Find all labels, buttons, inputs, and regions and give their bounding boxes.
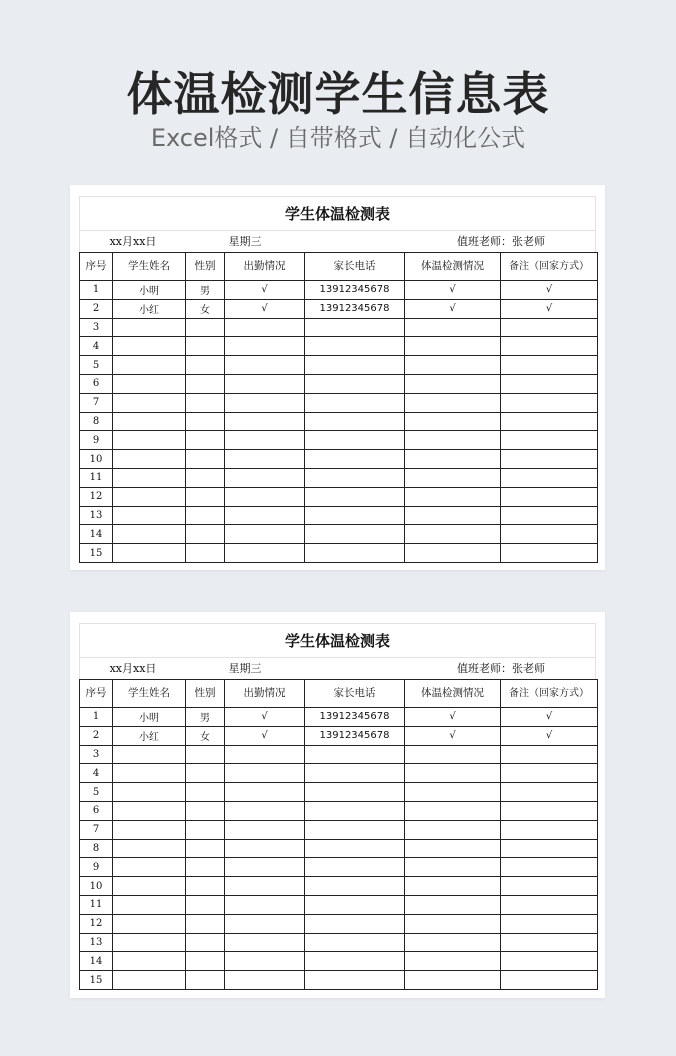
col-remark-cell[interactable]	[501, 393, 598, 412]
col-parent-phone-cell[interactable]	[305, 487, 405, 506]
col-attendance-cell[interactable]	[225, 783, 305, 802]
col-attendance-cell[interactable]	[225, 450, 305, 469]
col-gender-cell[interactable]	[186, 820, 225, 839]
col-student-name-cell[interactable]	[113, 468, 186, 487]
col-student-name-cell[interactable]	[113, 877, 186, 896]
col-student-name-cell[interactable]	[113, 895, 186, 914]
header-col-index: 序号	[80, 680, 113, 708]
col-parent-phone-cell[interactable]	[305, 318, 405, 337]
col-attendance-cell[interactable]	[225, 745, 305, 764]
col-student-name-cell[interactable]	[113, 820, 186, 839]
col-parent-phone-cell[interactable]	[305, 952, 405, 971]
col-student-name-cell[interactable]: 小明	[113, 708, 186, 727]
col-index-cell[interactable]: 5	[80, 356, 113, 375]
col-remark-cell[interactable]	[501, 783, 598, 802]
col-remark-cell[interactable]	[501, 933, 598, 952]
col-student-name-cell[interactable]	[113, 450, 186, 469]
col-remark-cell[interactable]: √	[501, 708, 598, 727]
col-student-name-cell[interactable]	[113, 801, 186, 820]
col-temperature-cell[interactable]	[405, 337, 501, 356]
col-gender-cell[interactable]	[186, 971, 225, 990]
table-row	[80, 914, 598, 933]
col-temperature-cell[interactable]	[405, 356, 501, 375]
col-temperature-cell[interactable]	[405, 374, 501, 393]
col-attendance-cell[interactable]	[225, 525, 305, 544]
col-attendance-cell[interactable]	[225, 374, 305, 393]
col-student-name-cell[interactable]	[113, 544, 186, 563]
col-attendance-cell[interactable]	[225, 487, 305, 506]
col-index-cell[interactable]: 9	[80, 431, 113, 450]
table-row	[80, 858, 598, 877]
col-student-name-cell[interactable]	[113, 745, 186, 764]
col-index-cell[interactable]: 6	[80, 801, 113, 820]
sheet-title: 学生体温检测表	[79, 623, 596, 657]
col-index-cell[interactable]: 8	[80, 839, 113, 858]
col-attendance-cell[interactable]: √	[225, 281, 305, 300]
col-attendance-cell[interactable]: √	[225, 299, 305, 318]
col-student-name-cell[interactable]	[113, 393, 186, 412]
col-attendance-cell[interactable]	[225, 801, 305, 820]
col-gender-cell[interactable]	[186, 952, 225, 971]
col-attendance-cell[interactable]	[225, 412, 305, 431]
temperature-table	[79, 252, 598, 563]
col-temperature-cell[interactable]	[405, 745, 501, 764]
col-index-cell[interactable]: 4	[80, 764, 113, 783]
col-gender-cell[interactable]	[186, 468, 225, 487]
col-index-cell[interactable]: 14	[80, 952, 113, 971]
col-gender-cell[interactable]	[186, 877, 225, 896]
sheet-preview-1	[70, 185, 605, 570]
col-parent-phone-cell[interactable]	[305, 544, 405, 563]
col-gender-cell[interactable]	[186, 914, 225, 933]
col-remark-cell[interactable]	[501, 525, 598, 544]
col-gender-cell[interactable]	[186, 506, 225, 525]
col-student-name-cell[interactable]: 小红	[113, 726, 186, 745]
header-col-parent-phone: 家长电话	[305, 253, 405, 281]
col-parent-phone-cell[interactable]	[305, 525, 405, 544]
teacher-cell: 值班老师：张老师	[457, 662, 545, 675]
sheet-title: 学生体温检测表	[79, 196, 596, 230]
col-gender-cell[interactable]: 女	[186, 726, 225, 745]
col-temperature-cell[interactable]	[405, 933, 501, 952]
col-attendance-cell[interactable]	[225, 877, 305, 896]
col-parent-phone-cell[interactable]	[305, 971, 405, 990]
col-gender-cell[interactable]	[186, 764, 225, 783]
col-temperature-cell[interactable]	[405, 858, 501, 877]
table-row	[80, 895, 598, 914]
col-student-name-cell[interactable]	[113, 914, 186, 933]
table-row	[80, 525, 598, 544]
table-row	[80, 374, 598, 393]
col-remark-cell[interactable]	[501, 914, 598, 933]
col-gender-cell[interactable]	[186, 318, 225, 337]
col-gender-cell[interactable]	[186, 393, 225, 412]
header-col-remark: 备注（回家方式）	[501, 680, 598, 708]
col-attendance-cell[interactable]	[225, 468, 305, 487]
col-attendance-cell[interactable]: √	[225, 726, 305, 745]
weekday-cell: 星期三	[228, 662, 262, 675]
sheet-preview-2	[70, 612, 605, 998]
col-attendance-cell[interactable]	[225, 914, 305, 933]
table-row	[80, 820, 598, 839]
col-gender-cell[interactable]	[186, 337, 225, 356]
col-gender-cell[interactable]	[186, 412, 225, 431]
col-gender-cell[interactable]	[186, 374, 225, 393]
col-index-cell[interactable]: 2	[80, 299, 113, 318]
sheet-meta-row	[79, 230, 596, 252]
col-remark-cell[interactable]	[501, 839, 598, 858]
col-parent-phone-cell[interactable]	[305, 412, 405, 431]
col-index-cell[interactable]: 12	[80, 487, 113, 506]
col-remark-cell[interactable]	[501, 764, 598, 783]
col-temperature-cell[interactable]	[405, 393, 501, 412]
header-col-student-name: 学生姓名	[113, 253, 186, 281]
col-temperature-cell[interactable]: √	[405, 708, 501, 727]
table-row	[80, 487, 598, 506]
col-temperature-cell[interactable]	[405, 801, 501, 820]
col-index-cell[interactable]: 13	[80, 506, 113, 525]
col-remark-cell[interactable]	[501, 858, 598, 877]
table-row	[80, 468, 598, 487]
col-gender-cell[interactable]	[186, 356, 225, 375]
col-parent-phone-cell[interactable]	[305, 356, 405, 375]
col-index-cell[interactable]: 12	[80, 914, 113, 933]
col-index-cell[interactable]: 3	[80, 318, 113, 337]
table-row	[80, 544, 598, 563]
col-gender-cell[interactable]	[186, 745, 225, 764]
table-row	[80, 745, 598, 764]
col-temperature-cell[interactable]	[405, 544, 501, 563]
header-col-parent-phone: 家长电话	[305, 680, 405, 708]
col-temperature-cell[interactable]	[405, 412, 501, 431]
col-index-cell[interactable]: 11	[80, 895, 113, 914]
header-col-student-name: 学生姓名	[113, 680, 186, 708]
col-parent-phone-cell[interactable]: 13912345678	[305, 299, 405, 318]
table-row	[80, 356, 598, 375]
col-index-cell[interactable]: 10	[80, 450, 113, 469]
col-student-name-cell[interactable]	[113, 858, 186, 877]
col-remark-cell[interactable]: √	[501, 281, 598, 300]
col-gender-cell[interactable]	[186, 858, 225, 877]
col-temperature-cell[interactable]	[405, 877, 501, 896]
col-temperature-cell[interactable]	[405, 820, 501, 839]
col-remark-cell[interactable]: √	[501, 726, 598, 745]
col-temperature-cell[interactable]	[405, 487, 501, 506]
col-student-name-cell[interactable]	[113, 525, 186, 544]
col-attendance-cell[interactable]	[225, 764, 305, 783]
col-gender-cell[interactable]	[186, 450, 225, 469]
col-remark-cell[interactable]	[501, 877, 598, 896]
col-gender-cell[interactable]	[186, 544, 225, 563]
col-attendance-cell[interactable]: √	[225, 708, 305, 727]
col-gender-cell[interactable]	[186, 801, 225, 820]
col-remark-cell[interactable]	[501, 971, 598, 990]
col-index-cell[interactable]: 8	[80, 412, 113, 431]
col-remark-cell[interactable]	[501, 318, 598, 337]
col-gender-cell[interactable]	[186, 487, 225, 506]
col-parent-phone-cell[interactable]: 13912345678	[305, 708, 405, 727]
col-attendance-cell[interactable]	[225, 337, 305, 356]
header-col-temperature: 体温检测情况	[405, 680, 501, 708]
header-col-remark: 备注（回家方式）	[501, 253, 598, 281]
col-parent-phone-cell[interactable]: 13912345678	[305, 281, 405, 300]
col-gender-cell[interactable]	[186, 525, 225, 544]
col-parent-phone-cell[interactable]	[305, 801, 405, 820]
col-temperature-cell[interactable]	[405, 952, 501, 971]
col-temperature-cell[interactable]	[405, 318, 501, 337]
col-gender-cell[interactable]	[186, 839, 225, 858]
col-index-cell[interactable]: 15	[80, 971, 113, 990]
col-index-cell[interactable]: 4	[80, 337, 113, 356]
col-index-cell[interactable]: 1	[80, 281, 113, 300]
col-index-cell[interactable]: 5	[80, 783, 113, 802]
col-remark-cell[interactable]	[501, 801, 598, 820]
col-gender-cell[interactable]: 男	[186, 281, 225, 300]
table-row	[80, 708, 598, 727]
col-gender-cell[interactable]	[186, 933, 225, 952]
col-student-name-cell[interactable]	[113, 337, 186, 356]
table-row	[80, 839, 598, 858]
col-temperature-cell[interactable]	[405, 839, 501, 858]
col-parent-phone-cell[interactable]	[305, 337, 405, 356]
col-student-name-cell[interactable]	[113, 412, 186, 431]
date-cell: xx月xx日	[109, 662, 157, 675]
date-cell: xx月xx日	[109, 235, 157, 248]
col-temperature-cell[interactable]: √	[405, 281, 501, 300]
col-student-name-cell[interactable]	[113, 764, 186, 783]
col-index-cell[interactable]: 13	[80, 933, 113, 952]
table-row	[80, 971, 598, 990]
col-parent-phone-cell[interactable]	[305, 820, 405, 839]
table-row	[80, 299, 598, 318]
table-header-row	[80, 680, 598, 708]
col-attendance-cell[interactable]	[225, 839, 305, 858]
col-parent-phone-cell[interactable]	[305, 745, 405, 764]
table-row	[80, 337, 598, 356]
col-remark-cell[interactable]	[501, 356, 598, 375]
col-student-name-cell[interactable]	[113, 971, 186, 990]
page-subtitle: Excel格式 / 自带格式 / 自动化公式	[150, 124, 526, 152]
col-index-cell[interactable]: 1	[80, 708, 113, 727]
col-temperature-cell[interactable]	[405, 450, 501, 469]
col-attendance-cell[interactable]	[225, 971, 305, 990]
table-row	[80, 318, 598, 337]
table-row	[80, 783, 598, 802]
sheet-meta-row	[79, 657, 596, 679]
col-gender-cell[interactable]	[186, 895, 225, 914]
col-attendance-cell[interactable]	[225, 952, 305, 971]
col-student-name-cell[interactable]	[113, 356, 186, 375]
col-index-cell[interactable]: 3	[80, 745, 113, 764]
temperature-table	[79, 679, 598, 990]
teacher-cell: 值班老师：张老师	[457, 235, 545, 248]
col-gender-cell[interactable]	[186, 783, 225, 802]
col-student-name-cell[interactable]	[113, 506, 186, 525]
col-remark-cell[interactable]	[501, 487, 598, 506]
table-row	[80, 877, 598, 896]
page-title: 体温检测学生信息表	[126, 67, 550, 121]
table-row	[80, 393, 598, 412]
col-student-name-cell[interactable]: 小红	[113, 299, 186, 318]
table-row	[80, 412, 598, 431]
col-index-cell[interactable]: 11	[80, 468, 113, 487]
col-temperature-cell[interactable]: √	[405, 299, 501, 318]
col-index-cell[interactable]: 2	[80, 726, 113, 745]
col-remark-cell[interactable]	[501, 374, 598, 393]
col-parent-phone-cell[interactable]	[305, 895, 405, 914]
col-remark-cell[interactable]	[501, 468, 598, 487]
table-header-row	[80, 253, 598, 281]
col-remark-cell[interactable]	[501, 506, 598, 525]
col-parent-phone-cell[interactable]	[305, 877, 405, 896]
table-row	[80, 726, 598, 745]
col-remark-cell[interactable]	[501, 431, 598, 450]
table-row	[80, 281, 598, 300]
col-remark-cell[interactable]	[501, 337, 598, 356]
col-index-cell[interactable]: 7	[80, 820, 113, 839]
col-parent-phone-cell[interactable]	[305, 914, 405, 933]
col-temperature-cell[interactable]	[405, 764, 501, 783]
table-row	[80, 764, 598, 783]
col-parent-phone-cell[interactable]: 13912345678	[305, 726, 405, 745]
col-attendance-cell[interactable]	[225, 544, 305, 563]
col-attendance-cell[interactable]	[225, 431, 305, 450]
col-parent-phone-cell[interactable]	[305, 933, 405, 952]
col-remark-cell[interactable]	[501, 450, 598, 469]
col-gender-cell[interactable]: 男	[186, 708, 225, 727]
col-attendance-cell[interactable]	[225, 356, 305, 375]
table-row	[80, 933, 598, 952]
col-attendance-cell[interactable]	[225, 393, 305, 412]
col-temperature-cell[interactable]	[405, 914, 501, 933]
col-index-cell[interactable]: 15	[80, 544, 113, 563]
col-attendance-cell[interactable]	[225, 318, 305, 337]
header-col-temperature: 体温检测情况	[405, 253, 501, 281]
col-attendance-cell[interactable]	[225, 933, 305, 952]
col-student-name-cell[interactable]	[113, 374, 186, 393]
header-col-gender: 性别	[186, 253, 225, 281]
col-attendance-cell[interactable]	[225, 820, 305, 839]
weekday-cell: 星期三	[228, 235, 262, 248]
col-index-cell[interactable]: 9	[80, 858, 113, 877]
col-index-cell[interactable]: 14	[80, 525, 113, 544]
col-index-cell[interactable]: 10	[80, 877, 113, 896]
col-temperature-cell[interactable]: √	[405, 726, 501, 745]
header-col-attendance: 出勤情况	[225, 253, 305, 281]
col-parent-phone-cell[interactable]	[305, 506, 405, 525]
col-gender-cell[interactable]: 女	[186, 299, 225, 318]
col-student-name-cell[interactable]	[113, 431, 186, 450]
col-temperature-cell[interactable]	[405, 468, 501, 487]
header-col-index: 序号	[80, 253, 113, 281]
col-temperature-cell[interactable]	[405, 971, 501, 990]
col-attendance-cell[interactable]	[225, 895, 305, 914]
col-student-name-cell[interactable]	[113, 318, 186, 337]
col-attendance-cell[interactable]	[225, 858, 305, 877]
header-col-attendance: 出勤情况	[225, 680, 305, 708]
col-remark-cell[interactable]: √	[501, 299, 598, 318]
col-remark-cell[interactable]	[501, 820, 598, 839]
col-parent-phone-cell[interactable]	[305, 374, 405, 393]
col-parent-phone-cell[interactable]	[305, 783, 405, 802]
col-student-name-cell[interactable]	[113, 839, 186, 858]
col-parent-phone-cell[interactable]	[305, 764, 405, 783]
table-row	[80, 952, 598, 971]
col-temperature-cell[interactable]	[405, 783, 501, 802]
col-remark-cell[interactable]	[501, 412, 598, 431]
header-col-gender: 性别	[186, 680, 225, 708]
col-temperature-cell[interactable]	[405, 431, 501, 450]
col-parent-phone-cell[interactable]	[305, 858, 405, 877]
col-parent-phone-cell[interactable]	[305, 431, 405, 450]
col-remark-cell[interactable]	[501, 952, 598, 971]
col-parent-phone-cell[interactable]	[305, 393, 405, 412]
table-row	[80, 801, 598, 820]
col-parent-phone-cell[interactable]	[305, 839, 405, 858]
col-temperature-cell[interactable]	[405, 525, 501, 544]
table-row	[80, 431, 598, 450]
col-index-cell[interactable]: 6	[80, 374, 113, 393]
table-row	[80, 450, 598, 469]
table-row	[80, 506, 598, 525]
col-student-name-cell[interactable]	[113, 952, 186, 971]
col-gender-cell[interactable]	[186, 431, 225, 450]
col-temperature-cell[interactable]	[405, 506, 501, 525]
col-parent-phone-cell[interactable]	[305, 468, 405, 487]
col-student-name-cell[interactable]	[113, 487, 186, 506]
col-student-name-cell[interactable]	[113, 783, 186, 802]
col-student-name-cell[interactable]	[113, 933, 186, 952]
col-temperature-cell[interactable]	[405, 895, 501, 914]
col-remark-cell[interactable]	[501, 745, 598, 764]
col-parent-phone-cell[interactable]	[305, 450, 405, 469]
col-student-name-cell[interactable]: 小明	[113, 281, 186, 300]
col-attendance-cell[interactable]	[225, 506, 305, 525]
col-index-cell[interactable]: 7	[80, 393, 113, 412]
col-remark-cell[interactable]	[501, 895, 598, 914]
col-remark-cell[interactable]	[501, 544, 598, 563]
